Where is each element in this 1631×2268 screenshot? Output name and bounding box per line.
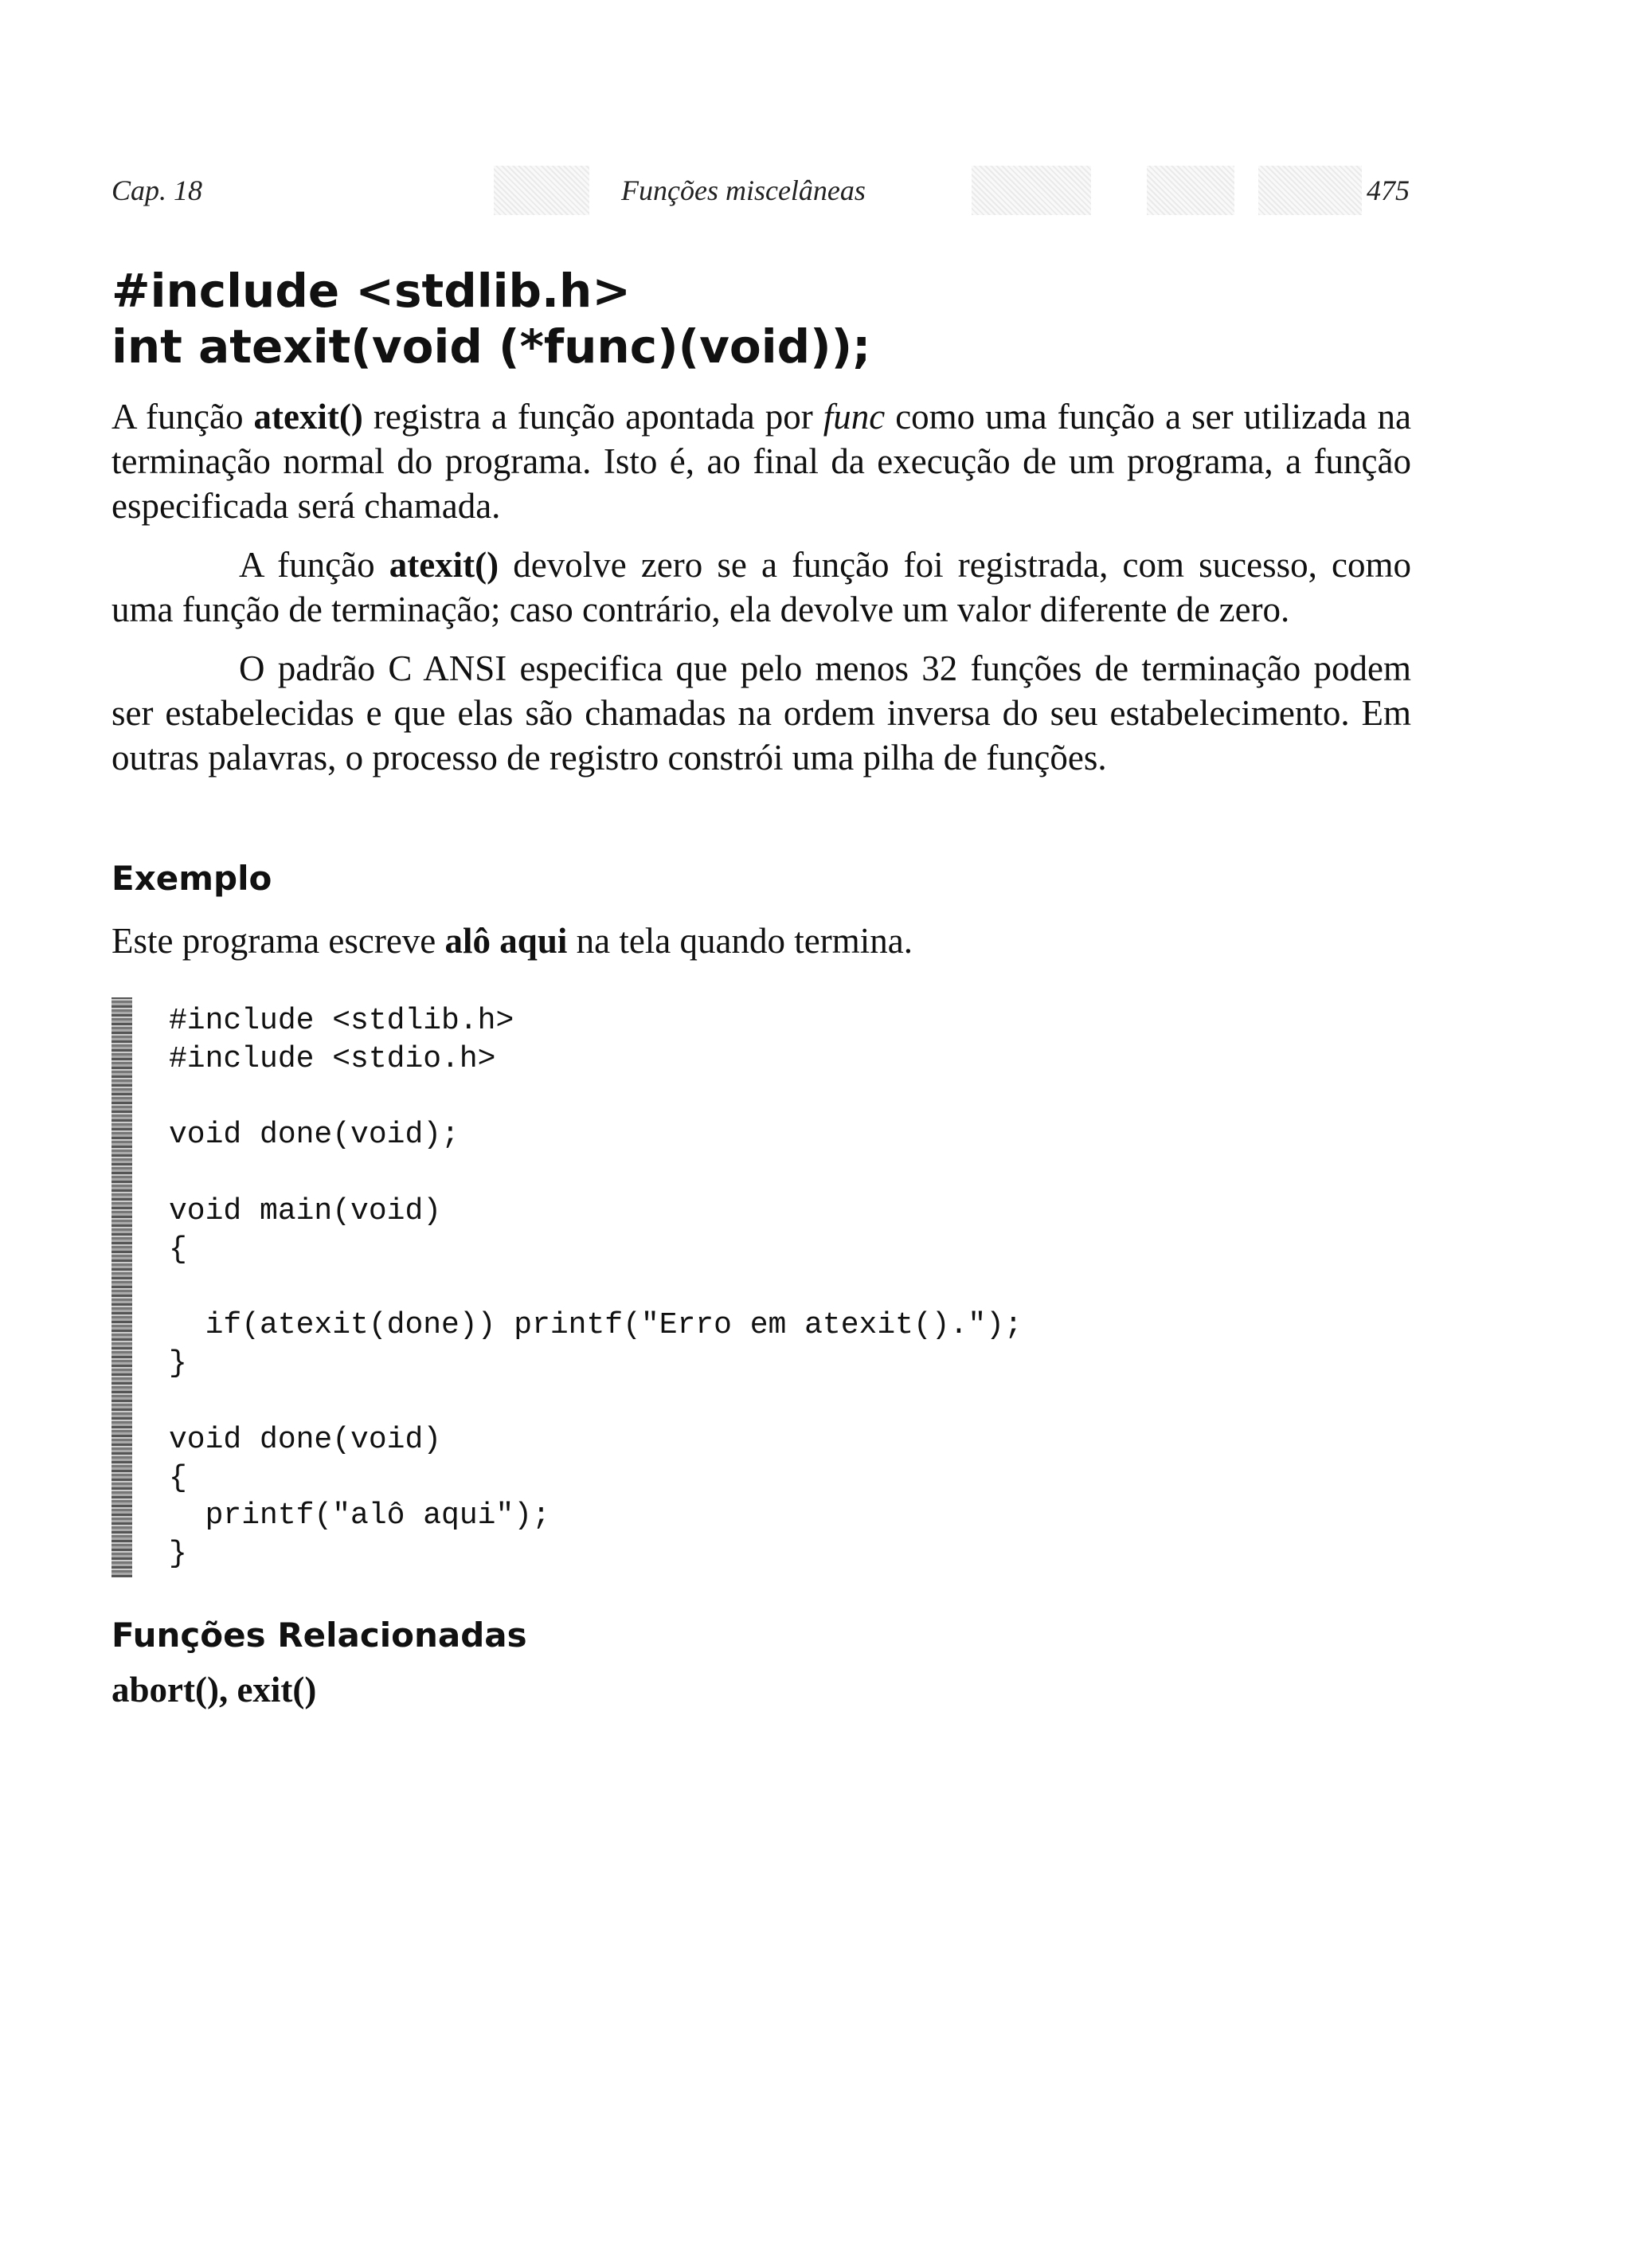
code-listing bbox=[169, 1002, 1023, 1573]
text-run: registra a função apontada por bbox=[362, 397, 823, 437]
code-line bbox=[169, 1079, 1023, 1117]
text-run: devolve zero se a função foi registrada, com sucesso, como uma função de terminação; caso contrário, ela devolve um valor diferente de zero. bbox=[111, 545, 1411, 629]
related-heading: Funções Relacionadas bbox=[111, 1616, 527, 1655]
code-line: } bbox=[169, 1537, 187, 1572]
function-name: atexit() bbox=[253, 397, 363, 437]
function-signature bbox=[111, 263, 1465, 374]
description-body bbox=[111, 394, 1411, 794]
code-line: #include <stdlib.h> bbox=[169, 1004, 514, 1038]
signature-include: #include <stdlib.h> bbox=[111, 264, 631, 318]
function-name: atexit() bbox=[389, 545, 499, 585]
signature-prototype: int atexit(void (*func)(void)); bbox=[111, 319, 871, 374]
code-line: void done(void); bbox=[169, 1118, 460, 1153]
running-header bbox=[111, 174, 1410, 221]
text-run: A função bbox=[111, 397, 254, 437]
scan-smudge bbox=[1147, 166, 1234, 215]
parameter-name: func bbox=[823, 397, 886, 437]
code-line: { bbox=[169, 1460, 187, 1495]
text-run: na tela quando termina. bbox=[567, 921, 913, 961]
paragraph-3: O padrão C ANSI especifica que pelo menos 32 funções de terminação podem ser estabelecidas e que elas são chamadas na ordem inversa do seu estabelecimento. Em outras palavras, o processo de registro constrói uma pilha de funções. bbox=[111, 648, 1411, 778]
text-run: A função bbox=[239, 545, 389, 585]
output-text: alô aqui bbox=[444, 921, 568, 961]
code-line bbox=[169, 1269, 1023, 1307]
related-functions: abort(), exit() bbox=[111, 1670, 317, 1710]
scan-smudge bbox=[494, 166, 589, 215]
code-line: #include <stdio.h> bbox=[169, 1041, 496, 1076]
code-margin-bar bbox=[111, 997, 132, 1577]
code-line: void done(void) bbox=[169, 1422, 442, 1457]
example-heading: Exemplo bbox=[111, 859, 272, 898]
code-line: void main(void) bbox=[169, 1193, 442, 1228]
example-intro bbox=[111, 919, 913, 963]
page-number: 475 bbox=[1367, 174, 1410, 206]
section-title: Funções miscelâneas bbox=[621, 174, 866, 206]
paragraph-2 bbox=[111, 543, 1411, 632]
scan-smudge bbox=[972, 166, 1091, 215]
text-run: como uma função a ser utilizada na terminação normal do programa. Isto é, ao final da execução de um programa, a função especificada será chamada. bbox=[111, 397, 1411, 526]
code-line: } bbox=[169, 1346, 187, 1381]
code-line: { bbox=[169, 1232, 187, 1267]
code-line: printf("alô aqui"); bbox=[169, 1498, 550, 1534]
scan-smudge bbox=[1258, 166, 1362, 215]
code-line bbox=[169, 1154, 1023, 1193]
paragraph-1 bbox=[111, 394, 1411, 528]
code-line bbox=[169, 1383, 1023, 1421]
text-run: Este programa escreve bbox=[111, 921, 445, 961]
chapter-label: Cap. 18 bbox=[111, 174, 203, 206]
code-line: if(atexit(done)) printf("Erro em atexit()."); bbox=[169, 1308, 1023, 1343]
